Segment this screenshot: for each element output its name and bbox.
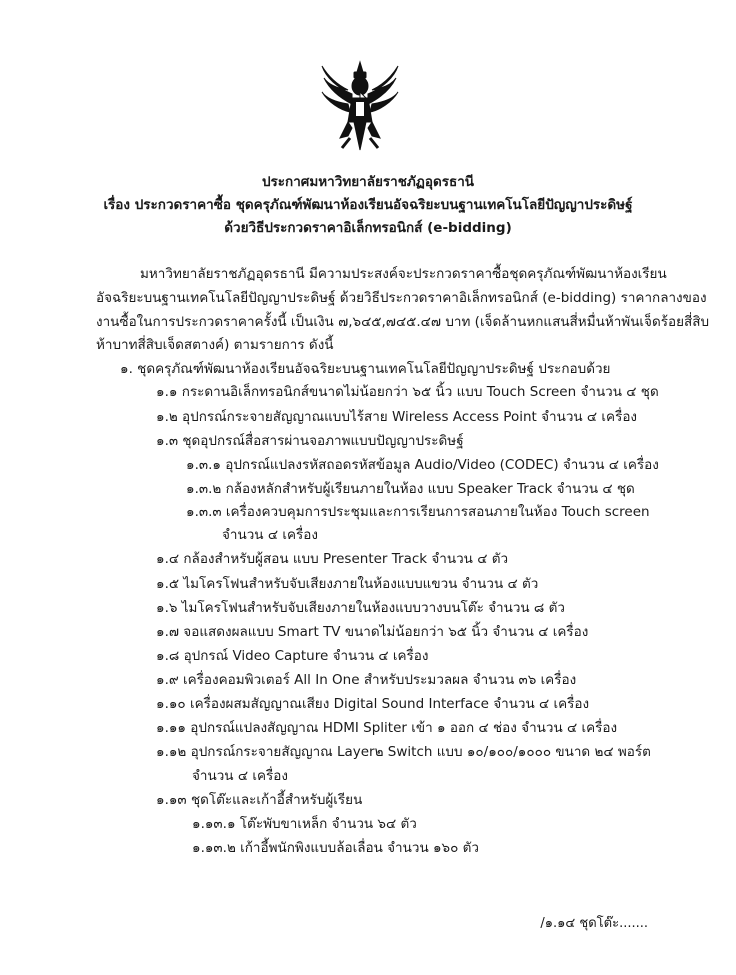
item-1-2: ๑.๒ อุปกรณ์กระจายสัญญาณแบบไร้สาย Wireless Access Point จำนวน ๔ เครื่อง <box>156 409 638 425</box>
item-1: ๑. ชุดครุภัณฑ์พัฒนาห้องเรียนอัจฉริยะบนฐานเทคโนโลยีปัญญาประดิษฐ์ ประกอบด้วย <box>120 361 611 377</box>
item-1-13-2: ๑.๑๓.๒ เก้าอี้พนักพิงแบบล้อเลื่อน จำนวน ๑๖๐ ตัว <box>192 840 479 856</box>
item-1-1: ๑.๑ กระดานอิเล็กทรอนิกส์ขนาดไม่น้อยกว่า ๖๕ นิ้ว แบบ Touch Screen จำนวน ๔ ชุด <box>156 384 659 400</box>
item-1-13-1: ๑.๑๓.๑ โต๊ะพับขาเหล็ก จำนวน ๖๔ ตัว <box>192 816 417 832</box>
intro-line-1: มหาวิทยาลัยราชภัฏอุดรธานี มีความประสงค์จะประกวดราคาซื้อชุดครุภัณฑ์พัฒนาห้องเรียน <box>140 266 667 282</box>
item-1-7: ๑.๗ จอแสดงผลแบบ Smart TV ขนาดไม่น้อยกว่า ๖๕ นิ้ว จำนวน ๔ เครื่อง <box>156 624 589 640</box>
intro-line-4: ห้าบาทสี่สิบเจ็ดสตางค์) ตามรายการ ดังนี้ <box>96 337 334 353</box>
item-1-12: ๑.๑๒ อุปกรณ์กระจายสัญญาณ Layer๒ Switch แบบ ๑๐/๑๐๐/๑๐๐๐ ขนาด ๒๔ พอร์ต <box>156 744 651 760</box>
announcement-title: ประกาศมหาวิทยาลัยราชภัฏอุดรธานี <box>261 174 475 190</box>
item-1-3-3-cont: จำนวน ๔ เครื่อง <box>222 527 318 543</box>
intro-line-2: อัจฉริยะบนฐานเทคโนโลยีปัญญาประดิษฐ์ ด้วยวิธีประกวดราคาอิเล็กทรอนิกส์ (e-bidding) ราคากลางของ <box>96 290 707 306</box>
item-1-13: ๑.๑๓ ชุดโต๊ะและเก้าอี้สำหรับผู้เรียน <box>156 792 363 808</box>
garuda-emblem-icon <box>318 58 402 154</box>
item-1-8: ๑.๘ อุปกรณ์ Video Capture จำนวน ๔ เครื่อง <box>156 648 429 664</box>
item-1-3-1: ๑.๓.๑ อุปกรณ์แปลงรหัสถอดรหัสข้อมูล Audio/Video (CODEC) จำนวน ๔ เครื่อง <box>186 457 659 473</box>
item-1-6: ๑.๖ ไมโครโฟนสำหรับจับเสียงภายในห้องแบบวางบนโต๊ะ จำนวน ๘ ตัว <box>156 600 565 616</box>
item-1-9: ๑.๙ เครื่องคอมพิวเตอร์ All In One สำหรับประมวลผล จำนวน ๓๖ เครื่อง <box>156 672 577 688</box>
intro-line-3: งานซื้อในการประกวดราคาครั้งนี้ เป็นเงิน ๗,๖๔๕,๗๔๕.๔๗ บาท (เจ็ดล้านหกแสนสี่หมื่นห้าพันเจ็ดร้อยสี่สิบ <box>96 314 710 330</box>
item-1-3-2: ๑.๓.๒ กล้องหลักสำหรับผู้เรียนภายในห้อง แบบ Speaker Track จำนวน ๔ ชุด <box>186 481 635 497</box>
method-line: ด้วยวิธีประกวดราคาอิเล็กทรอนิกส์ (e-bidding) <box>224 220 512 236</box>
subject-line: เรื่อง ประกวดราคาซื้อ ชุดครุภัณฑ์พัฒนาห้องเรียนอัจฉริยะบนฐานเทคโนโลยีปัญญาประดิษฐ์ <box>103 197 633 213</box>
item-1-11: ๑.๑๑ อุปกรณ์แปลงสัญญาณ HDMI Spliter เข้า ๑ ออก ๔ ช่อง จำนวน ๔ เครื่อง <box>156 720 618 736</box>
item-1-10: ๑.๑๐ เครื่องผสมสัญญาณเสียง Digital Sound Interface จำนวน ๔ เครื่อง <box>156 696 590 712</box>
item-1-3-3: ๑.๓.๓ เครื่องควบคุมการประชุมและการเรียนการสอนภายในห้อง Touch screen <box>186 504 650 520</box>
item-1-4: ๑.๔ กล้องสำหรับผู้สอน แบบ Presenter Track จำนวน ๔ ตัว <box>156 551 509 567</box>
continuation-marker: /๑.๑๔ ชุดโต๊ะ....... <box>540 916 648 931</box>
item-1-12-cont: จำนวน ๔ เครื่อง <box>192 768 288 784</box>
item-1-3: ๑.๓ ชุดอุปกรณ์สื่อสารผ่านจอภาพแบบปัญญาประดิษฐ์ <box>156 433 464 449</box>
item-1-5: ๑.๕ ไมโครโฟนสำหรับจับเสียงภายในห้องแบบแขวน จำนวน ๔ ตัว <box>156 576 539 592</box>
